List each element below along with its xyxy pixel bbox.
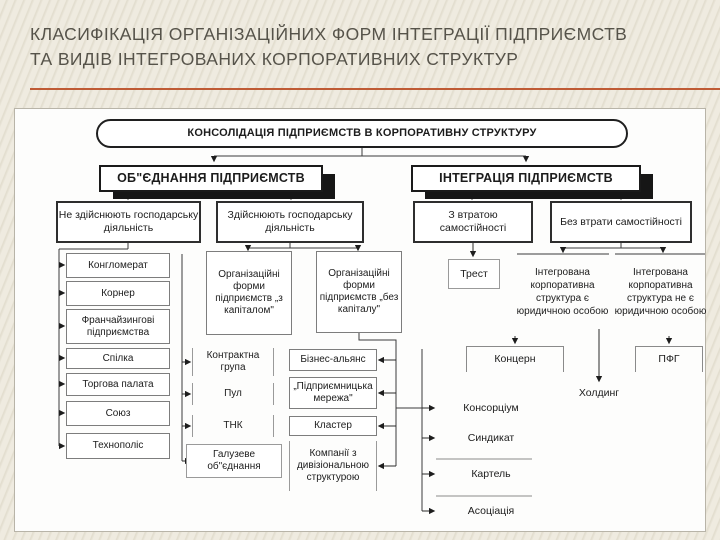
node-ics-non-legal-entity: Інтегрована корпоративна структура не є юридичною особою bbox=[614, 266, 707, 318]
node-branch-unification: ОБ"ЄДНАННЯ ПІДПРИЄМСТВ bbox=[99, 165, 323, 192]
node-item-spilka: Спілка bbox=[66, 348, 170, 369]
node-item-soyuz: Союз bbox=[66, 401, 170, 426]
node-item-technopolis: Технополіс bbox=[66, 433, 170, 459]
node-forms-without-capital: Організаційні форми підприємств „без капіталу" bbox=[316, 251, 402, 333]
node-item-divisional-companies: Компанії з дивізіональною структурою bbox=[289, 441, 377, 491]
node-item-trust: Трест bbox=[448, 259, 500, 289]
node-item-cartel: Картель bbox=[471, 467, 511, 480]
title-rule bbox=[30, 88, 720, 90]
node-branch-integration: ІНТЕГРАЦІЯ ПІДПРИЄМСТВ bbox=[411, 165, 641, 192]
node-item-corner: Корнер bbox=[66, 281, 170, 306]
node-item-pool: Пул bbox=[192, 383, 274, 405]
node-cond-no-loss: Без втрати самостійності bbox=[550, 201, 692, 243]
node-item-contract-group: Контрактна група bbox=[192, 348, 274, 376]
node-root: КОНСОЛІДАЦІЯ ПІДПРИЄМСТВ В КОРПОРАТИВНУ СТРУКТУРУ bbox=[96, 119, 628, 148]
node-item-franchising: Франчайзингові підприємства bbox=[66, 309, 170, 344]
node-item-branch-association: Галузеве об"єднання bbox=[186, 444, 282, 478]
node-item-conglomerate: Конгломерат bbox=[66, 253, 170, 278]
slide-title: КЛАСИФІКАЦІЯ ОРГАНІЗАЦІЙНИХ ФОРМ ІНТЕГРАЦІЇ ПІДПРИЄМСТВ ТА ВИДІВ ІНТЕГРОВАНИХ КОРПОРАТИВНИХ СТРУКТУР bbox=[30, 24, 628, 69]
node-forms-with-capital: Організаційні форми підприємств „з капіталом" bbox=[206, 251, 292, 335]
node-ics-legal-entity: Інтегрована корпоративна структура є юридичною особою bbox=[516, 266, 609, 318]
node-item-trade-chamber: Торгова палата bbox=[66, 373, 170, 396]
diagram-panel bbox=[14, 108, 706, 532]
node-item-business-alliance: Бізнес-альянс bbox=[289, 349, 377, 371]
node-cond-activity: Здійснюють господарську діяльність bbox=[216, 201, 364, 243]
node-item-concern: Концерн bbox=[466, 346, 564, 372]
node-item-association: Асоціація bbox=[467, 504, 515, 517]
node-item-tnc: ТНК bbox=[192, 415, 274, 437]
node-cond-loss: З втратою самостійності bbox=[413, 201, 533, 243]
node-item-cluster: Кластер bbox=[289, 416, 377, 436]
node-item-consortium: Консорціум bbox=[463, 401, 519, 414]
node-cond-no-activity: Не здійснюють господарську діяльність bbox=[56, 201, 201, 243]
node-item-pfg: ПФГ bbox=[635, 346, 703, 372]
node-item-holding: Холдинг bbox=[578, 386, 620, 399]
node-item-entrepreneurial-network: „Підприємницька мережа" bbox=[289, 377, 377, 409]
node-item-syndicate: Синдикат bbox=[467, 431, 515, 444]
